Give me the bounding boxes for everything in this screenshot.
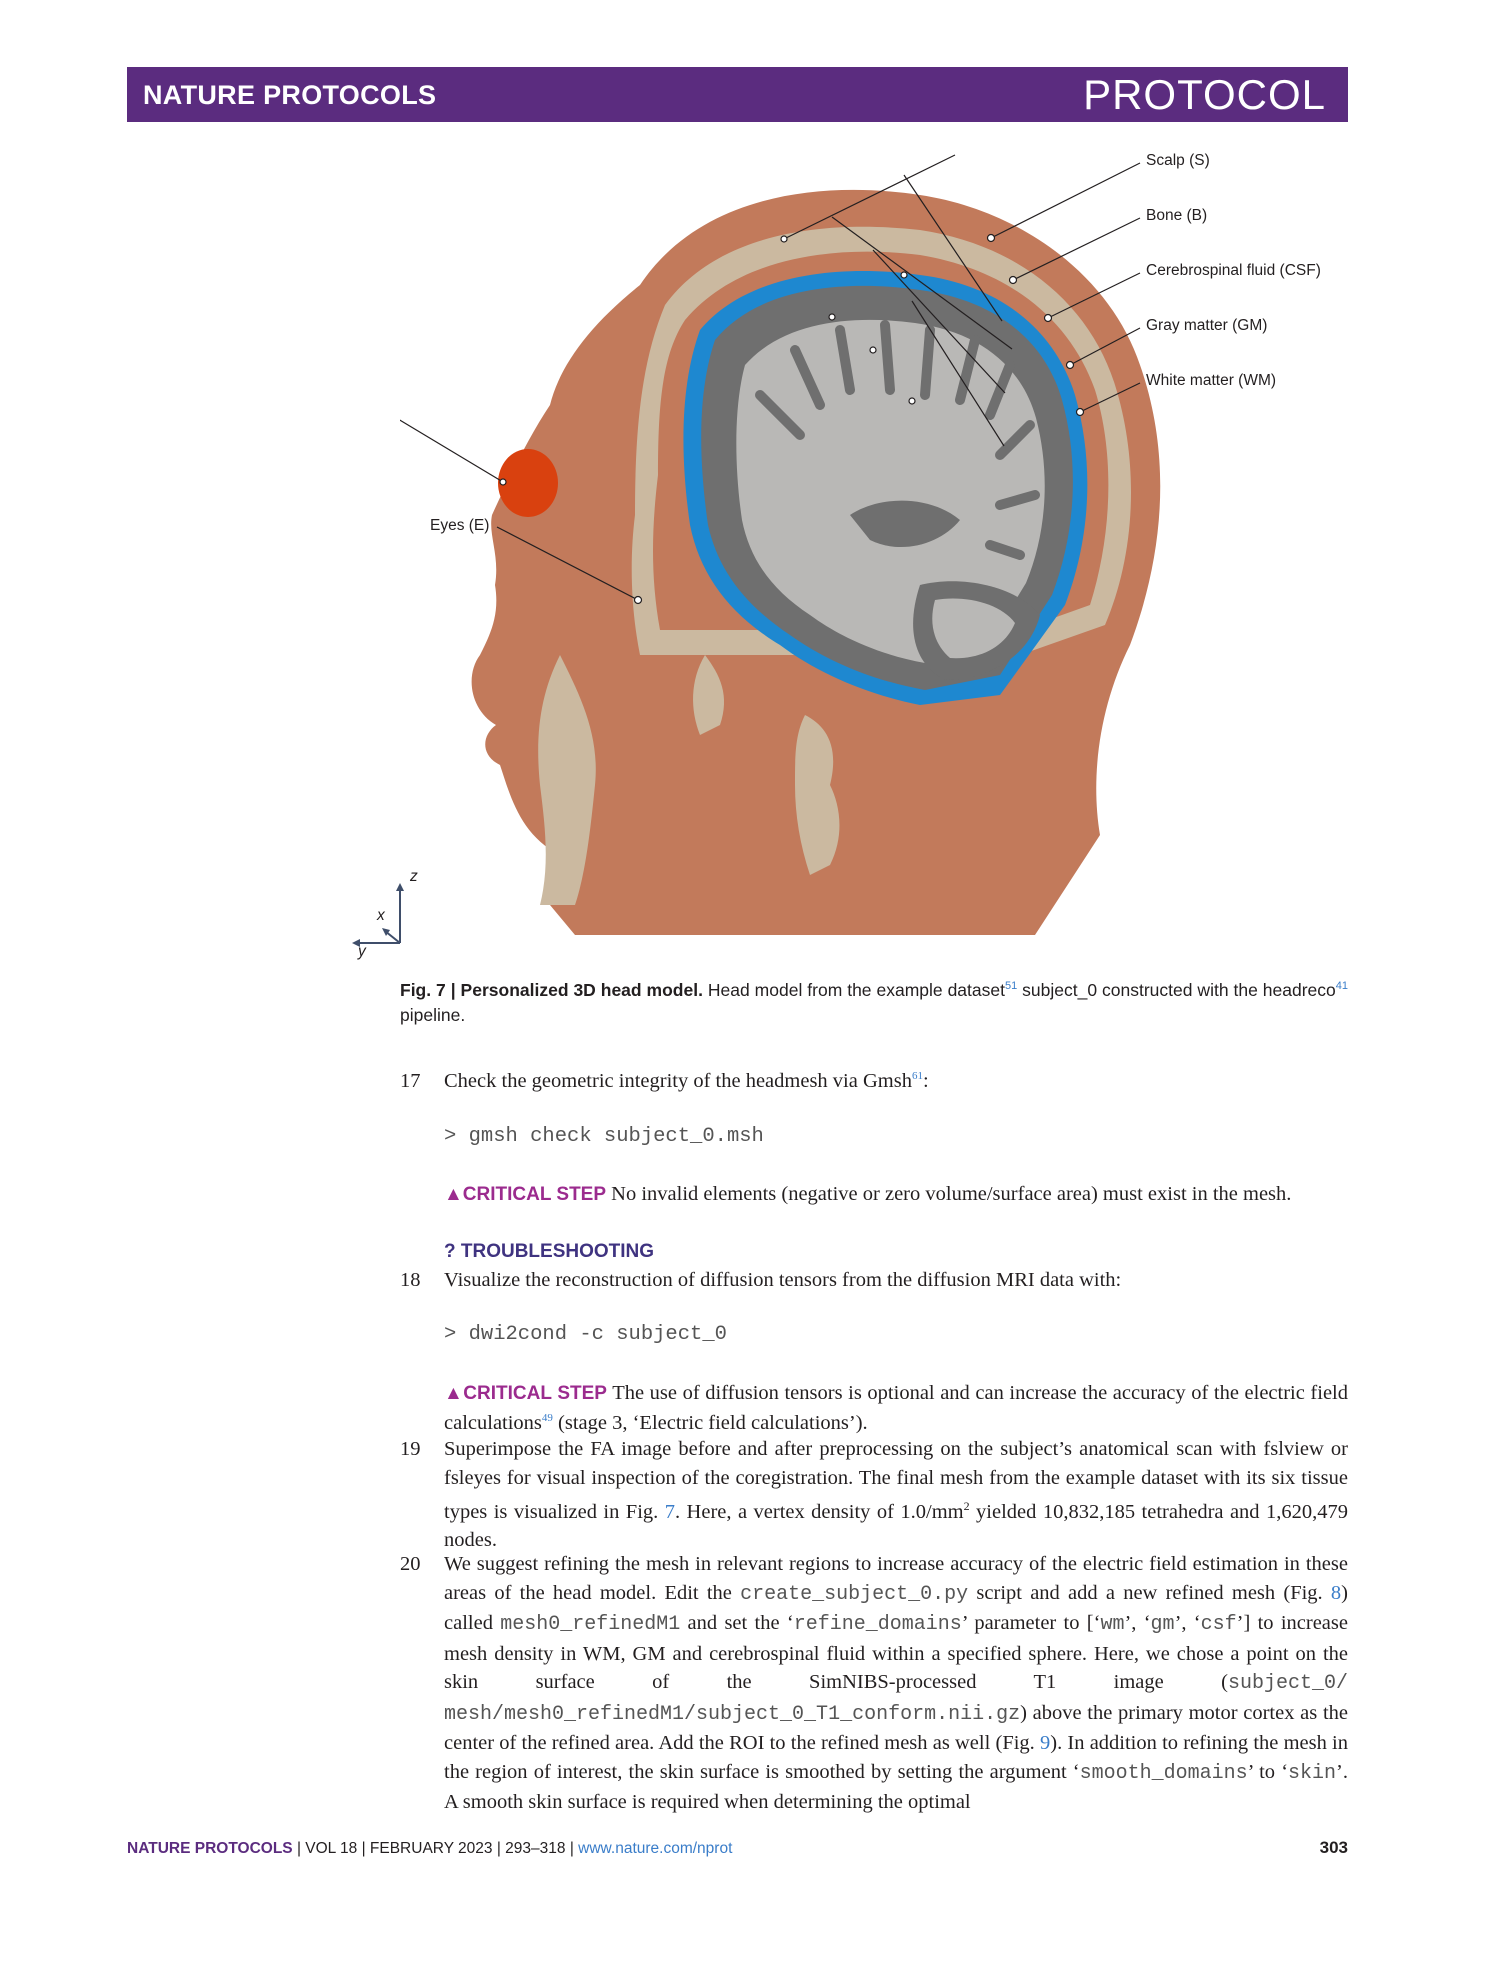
critical-step-18: ▲CRITICAL STEP The use of diffusion tensors is optional and can increase the accuracy of the electric field calculations$^{49}$ (stage 3, ‘Electric field calculations’). — [444, 1382, 1349, 1434]
label-scalp: Scalp (S) — [1146, 152, 1210, 169]
code-skin: skin — [1288, 1761, 1337, 1785]
figure-caption: Fig. 7 | Personalized 3D head model. Head model from the example dataset$^{51}$ subject_0 constructed with the headreco$^{41}$ pipeline. — [400, 980, 1348, 1025]
fig-7-link[interactable]: 7 — [664, 1500, 675, 1523]
code-create-subject: create_subject_0.py — [740, 1582, 969, 1606]
footer-volume: | VOL 18 | FEBRUARY 2023 | 293–318 | — [292, 1840, 579, 1857]
step-number: 19 — [400, 1438, 421, 1460]
ref-51[interactable]: 51 — [1004, 980, 1018, 993]
critical-step-label: ▲CRITICAL STEP — [444, 1383, 607, 1404]
page-footer — [127, 1840, 732, 1858]
label-white-matter: White matter (WM) — [1146, 372, 1277, 389]
axis-x-label: x — [377, 907, 385, 924]
article-type: PROTOCOL — [1083, 71, 1326, 118]
footer-journal: NATURE PROTOCOLS — [127, 1840, 293, 1857]
command-gmsh-check: > gmsh check subject_0.msh — [444, 1125, 764, 1148]
ref-61[interactable]: 61 — [911, 1070, 923, 1083]
step-18: 18 Visualize the reconstruction of diffusion tensors from the diffusion MRI data with: — [400, 1266, 1348, 1295]
code-smooth-domains: smooth_domains — [1079, 1761, 1248, 1785]
step-19: 19 Superimpose the FA image before and after preprocessing on the subject’s anatomical scan with fslview or fsleyes for visual inspection of the coregistration. The final mesh from the example dataset with its six tissue types is visualized in Fig. 7. Here, a vertex density of $1.0/mm^2$ yielded 10,832,185 tetrahedra and 1,620,479 nodes. — [400, 1435, 1348, 1555]
command-dwi2cond: > dwi2cond -c subject_0 — [444, 1323, 727, 1346]
critical-step-label: ▲CRITICAL STEP — [444, 1184, 607, 1205]
label-gray-matter: Gray matter (GM) — [1146, 317, 1268, 334]
fig-8-link[interactable]: 8 — [1330, 1581, 1342, 1604]
ref-49[interactable]: 49 — [541, 1411, 553, 1424]
eye-region — [498, 449, 558, 517]
caption-label: Fig. 7 | Personalized 3D head model. — [400, 980, 703, 1000]
step-number: 20 — [400, 1553, 421, 1575]
ref-41[interactable]: 41 — [1335, 980, 1348, 993]
axis-z-label: z — [410, 868, 418, 885]
label-eyes: Eyes (E) — [430, 517, 490, 534]
code-t1-path: subject_0/ mesh/mesh0_refinedM1/subject_0_T1_conform.nii.gz — [444, 1672, 1348, 1726]
fig-9-link[interactable]: 9 — [1040, 1732, 1051, 1754]
code-mesh-name: mesh0_refinedM1 — [500, 1613, 681, 1636]
code-refine-domains: refine_domains — [793, 1613, 962, 1636]
header-banner — [127, 67, 1348, 122]
troubleshooting-link[interactable]: ? TROUBLESHOOTING — [444, 1241, 655, 1262]
critical-step-17: ▲CRITICAL STEP No invalid elements (negative or zero volume/surface area) must exist in the mesh. — [444, 1183, 1292, 1205]
step-number: 18 — [400, 1269, 421, 1291]
label-bone: Bone (B) — [1146, 207, 1208, 224]
step-20: 20 We suggest refining the mesh in relevant regions to increase accuracy of the electric field estimation in these areas of the head model. Edit the create_subject_0.py script and add a new refined mesh (Fig. 8) called mesh0_refinedM1 and set the ‘refine_domains’ parameter to [‘wm’, ‘gm’, ‘csf’] to increase mesh density in WM, GM and cerebrospinal fluid within a specified sphere. Here, we chose a point on the skin surface of the SimNIBS-processed T1 image (subject_0/ mesh/mesh0_refinedM1/subject_0_T1_conform.nii.gz) above the primary motor cortex as the center of the refined area. Add the ROI to the refined mesh as well (Fig. 9). In addition to refining the mesh in the region of interest, the skin surface is smoothed by setting the argument ‘smooth_domains’ to ‘skin’. A smooth skin surface is required when determining the optimal — [400, 1550, 1348, 1817]
footer-url[interactable]: www.nature.com/nprot — [578, 1840, 733, 1857]
journal-name: NATURE PROTOCOLS — [143, 80, 437, 110]
step-17: 17 Check the geometric integrity of the headmesh via Gmsh$^{61}$: — [400, 1067, 1348, 1096]
page-number: 303 — [1319, 1838, 1348, 1857]
step-number: 17 — [400, 1070, 421, 1092]
axis-y-label: y — [358, 943, 366, 960]
label-csf: Cerebrospinal fluid (CSF) — [1146, 262, 1321, 279]
